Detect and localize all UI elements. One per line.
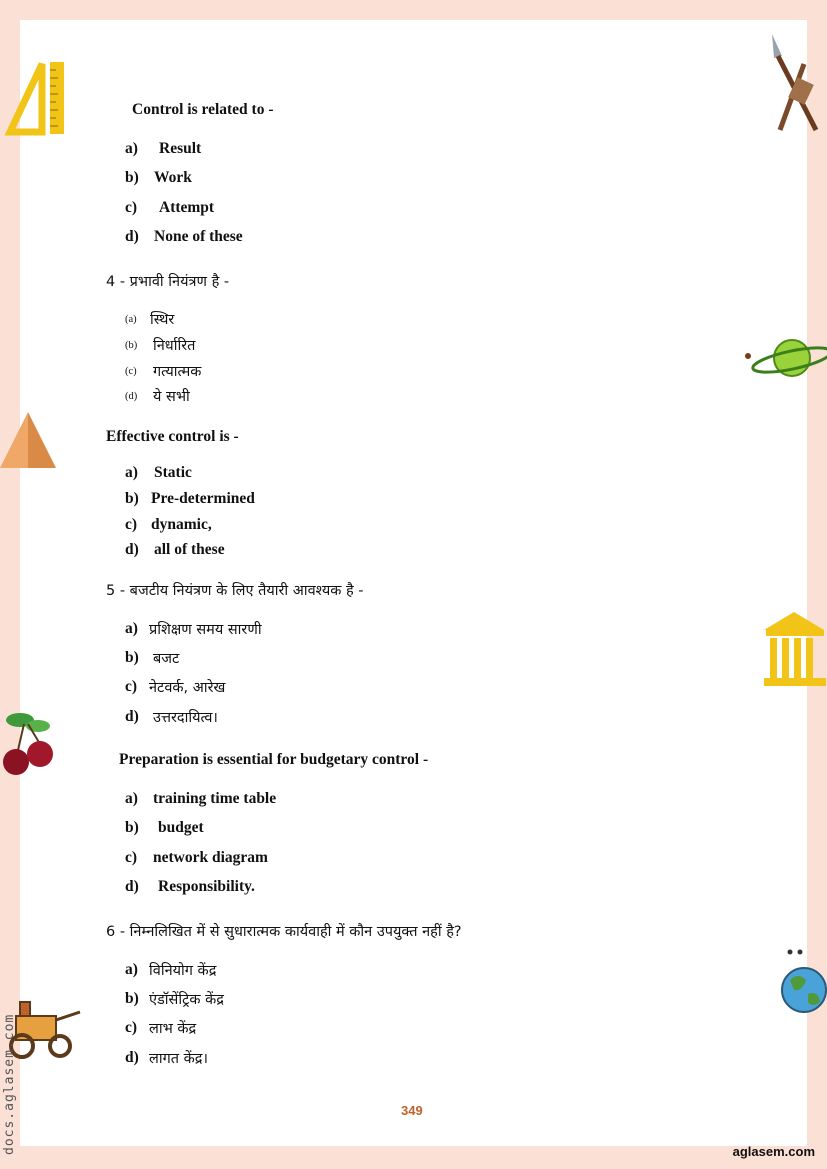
- option-letter: b): [125, 649, 139, 666]
- question-5-hindi: 5 - बजटीय नियंत्रण के लिए तैयारी आवश्यक है -: [106, 583, 364, 599]
- option-letter: b): [125, 819, 139, 836]
- question-3-english: Control is related to -: [132, 101, 274, 118]
- side-watermark: docs.aglasem.com: [2, 1013, 17, 1155]
- option-letter: (a): [125, 314, 137, 325]
- option-text: Pre-determined: [151, 490, 255, 507]
- question-4-english: Effective control is -: [106, 428, 239, 445]
- option-letter: c): [125, 516, 138, 533]
- option-letter: c): [125, 199, 138, 216]
- option-letter: (b): [125, 340, 138, 351]
- option-text: गत्यात्मक: [153, 364, 202, 380]
- option-text: None of these: [154, 228, 243, 245]
- option-text: नेटवर्क, आरेख: [149, 680, 226, 696]
- option-text: लागत केंद्र।: [149, 1051, 208, 1067]
- option-letter: c): [125, 849, 138, 866]
- option-text: Attempt: [159, 199, 215, 216]
- earth-globe-icon: [776, 946, 827, 1018]
- option-letter: (d): [125, 391, 138, 402]
- option-letter: a): [125, 464, 138, 481]
- option-letter: b): [125, 490, 139, 507]
- option-text: Static: [154, 464, 192, 481]
- option-text: budget: [158, 819, 204, 836]
- option-text: ये सभी: [153, 389, 190, 405]
- tools-icon: [764, 30, 827, 136]
- option-text: all of these: [154, 541, 225, 558]
- option-text: निर्धारित: [153, 338, 196, 354]
- option-letter: a): [125, 790, 138, 807]
- option-text: उत्तरदायित्व।: [153, 710, 218, 726]
- option-letter: d): [125, 541, 139, 558]
- cherries-icon: [0, 706, 58, 780]
- planet-icon: [740, 332, 827, 384]
- option-text: Responsibility.: [158, 878, 255, 895]
- option-letter: c): [125, 678, 138, 695]
- option-text: training time table: [153, 790, 277, 807]
- footer-site: aglasem.com: [732, 1144, 815, 1159]
- option-text: Work: [154, 169, 192, 186]
- option-letter: d): [125, 708, 139, 725]
- option-letter: b): [125, 990, 139, 1007]
- option-text: एंडॉसेंट्रिक केंद्र: [149, 992, 224, 1008]
- option-text: विनियोग केंद्र: [149, 963, 217, 979]
- option-text: बजट: [153, 651, 180, 667]
- question-6-hindi: 6 - निम्नलिखित में से सुधारात्मक कार्यवाही में कौन उपयुक्त नहीं है?: [106, 924, 462, 940]
- temple-icon: [762, 608, 827, 688]
- option-text: लाभ केंद्र: [149, 1021, 197, 1037]
- option-text: प्रशिक्षण समय सारणी: [149, 622, 262, 638]
- pyramid-icon: [0, 410, 58, 470]
- option-text: dynamic,: [151, 516, 212, 533]
- page-number: 349: [401, 1103, 423, 1118]
- ruler-triangle-icon: [2, 60, 68, 136]
- option-letter: c): [125, 1019, 138, 1036]
- option-letter: (c): [125, 366, 137, 377]
- option-letter: a): [125, 961, 138, 978]
- option-letter: d): [125, 878, 139, 895]
- option-text: स्थिर: [150, 312, 175, 328]
- option-letter: d): [125, 228, 139, 245]
- question-4-hindi: 4 - प्रभावी नियंत्रण है -: [106, 274, 230, 290]
- option-text: Result: [159, 140, 202, 157]
- option-text: network diagram: [153, 849, 268, 866]
- option-letter: d): [125, 1049, 139, 1066]
- option-letter: a): [125, 620, 138, 637]
- question-5-english: Preparation is essential for budgetary control -: [119, 751, 429, 768]
- option-letter: a): [125, 140, 138, 157]
- option-letter: b): [125, 169, 139, 186]
